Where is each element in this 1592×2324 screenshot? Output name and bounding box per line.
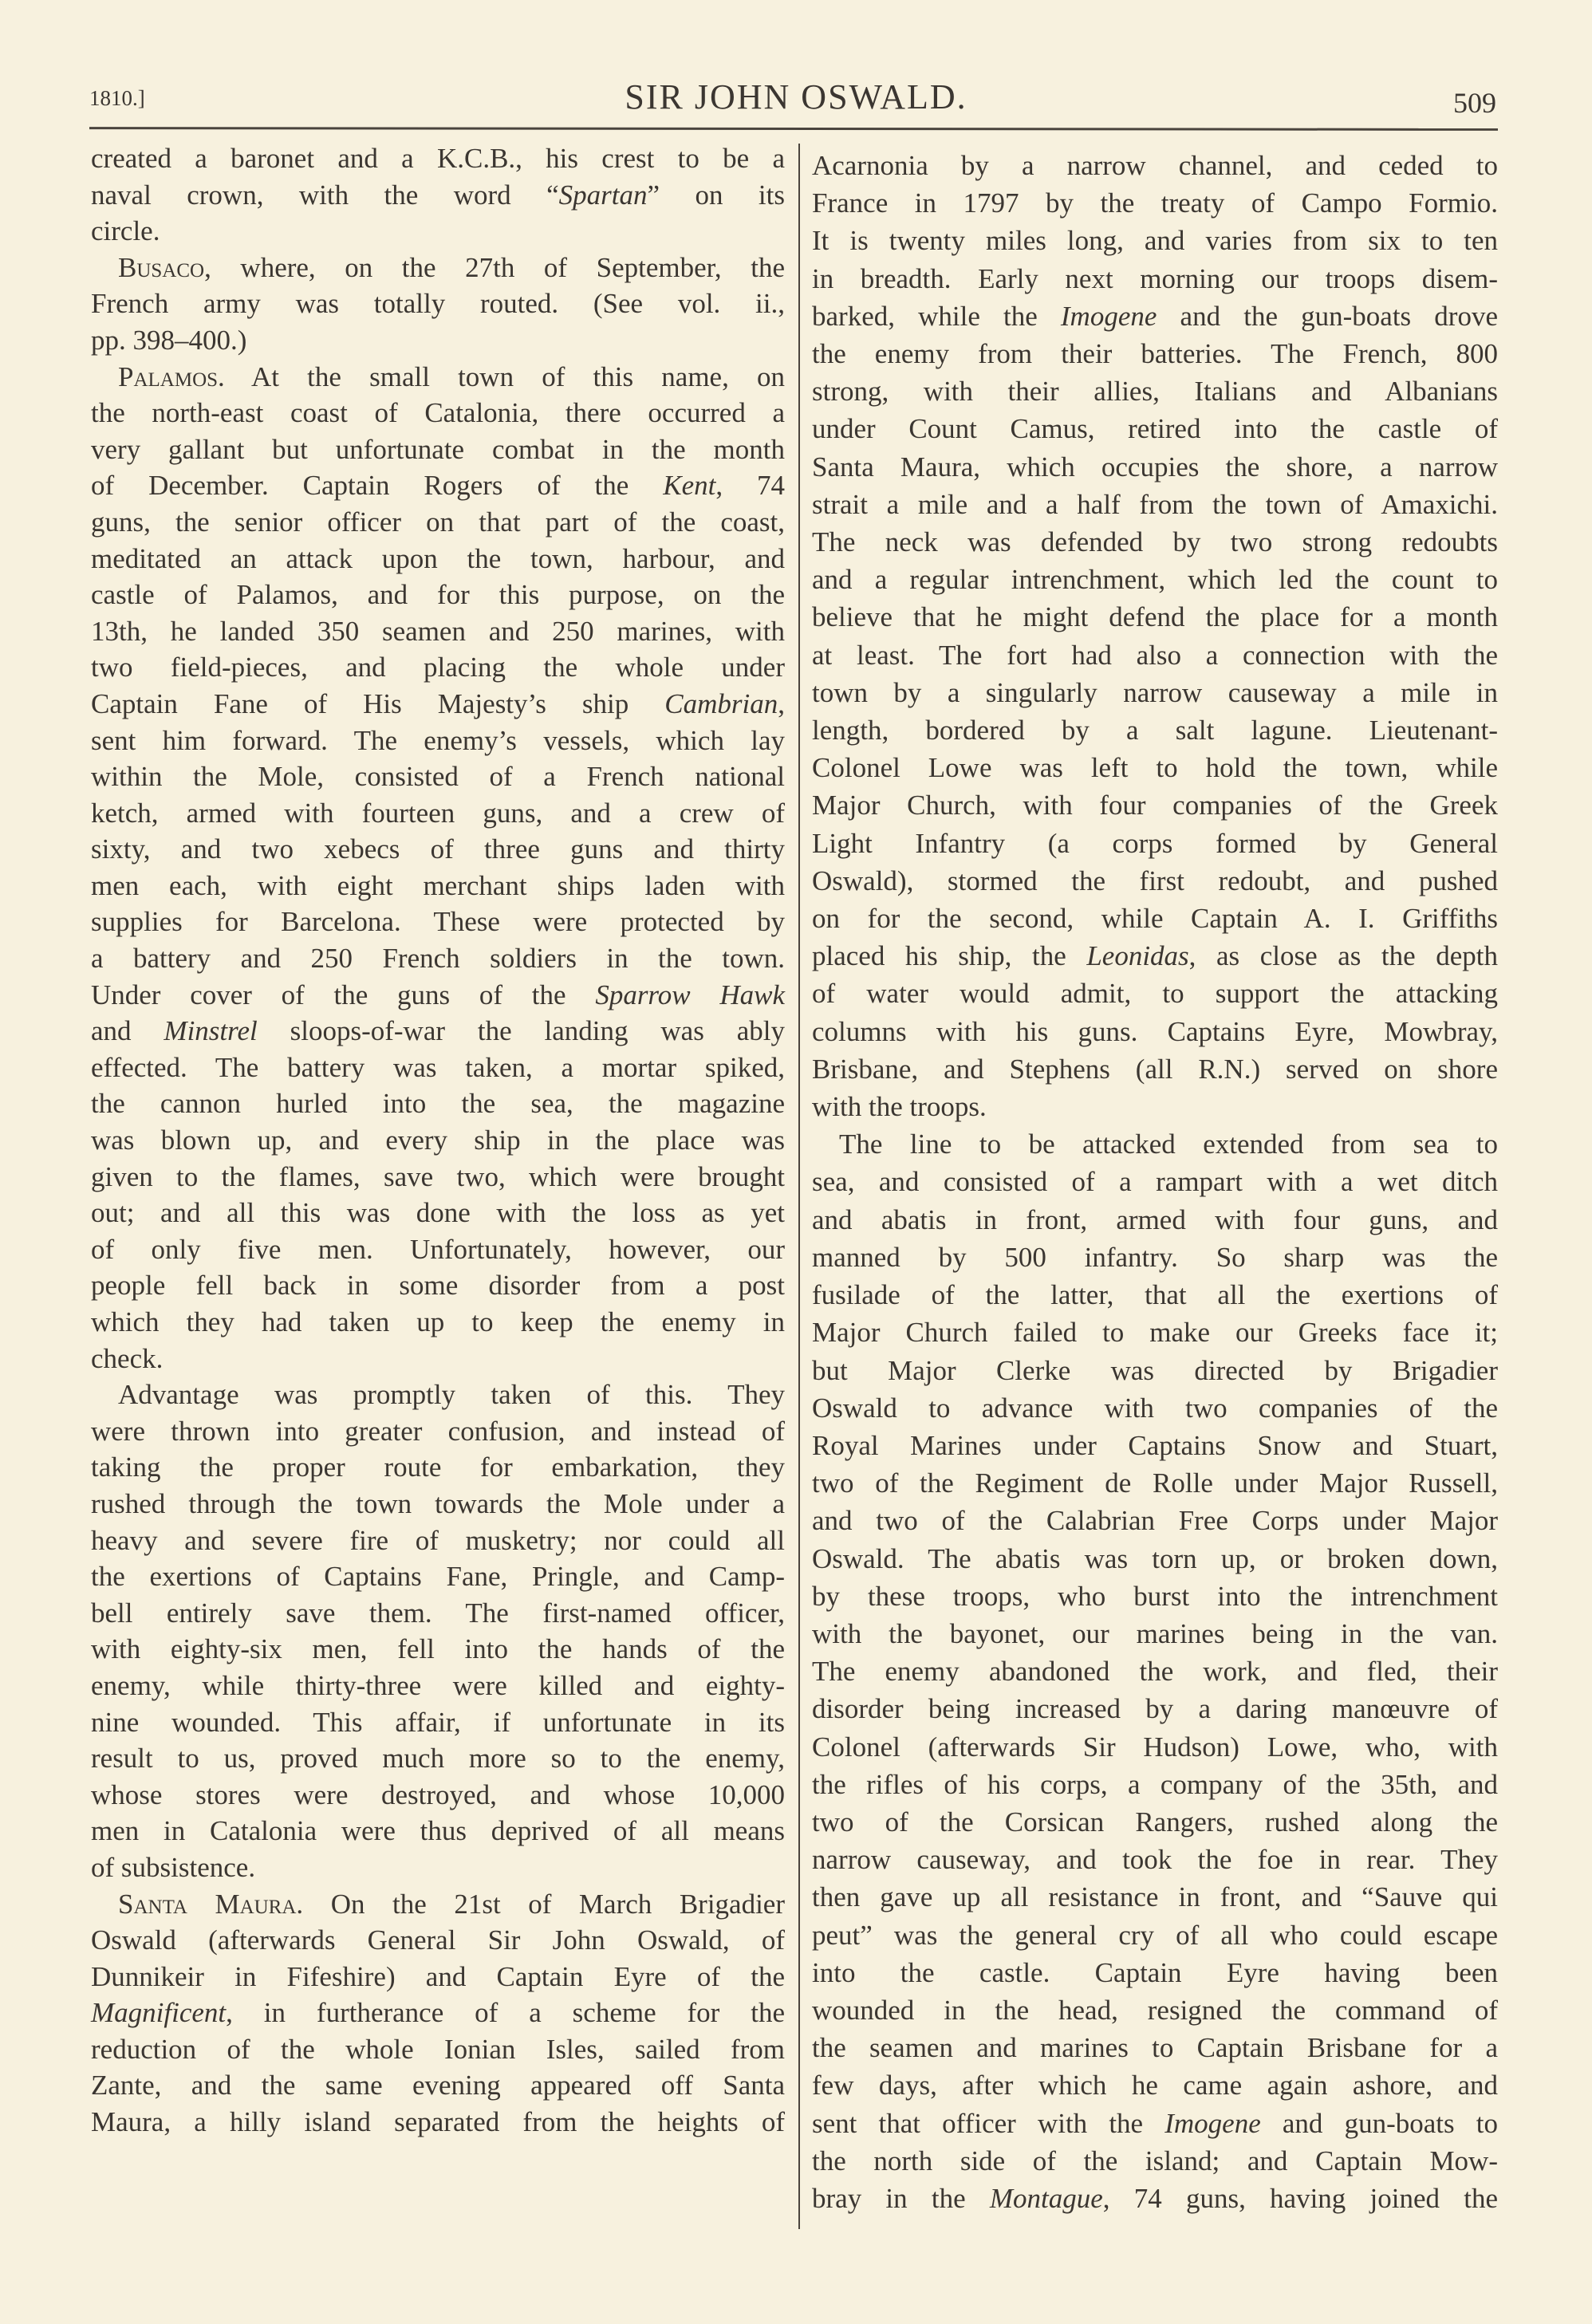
text-run: strong, with their allies, Italians and Albanians [812, 376, 1498, 408]
text-run: and abatis in front, armed with four guns, and [812, 1203, 1498, 1235]
text-line [812, 2142, 1498, 2180]
text-run: strait a mile and a half from the town of Amaxichi. [812, 488, 1498, 520]
text-line [91, 577, 785, 613]
text-line [91, 1995, 785, 2031]
text-run: two field-pieces, and placing the whole under [91, 652, 785, 683]
text-line [812, 486, 1498, 523]
text-line [91, 1486, 785, 1522]
text-run: the enemy from their batteries. The French, 800 [812, 338, 1498, 370]
text-line [812, 1916, 1498, 1954]
text-line [91, 649, 785, 686]
text-run: the rifles of his corps, a company of the 35th, and [812, 1768, 1498, 1800]
text-run: Major Church failed to make our Greeks face it; [812, 1317, 1498, 1349]
text-line [91, 541, 785, 577]
text-run: on for the second, while Captain A. I. Griffiths [812, 903, 1498, 935]
text-run: Light Infantry (a corps formed by General [812, 827, 1498, 859]
text-run: It is twenty miles long, and varies from six to ten [812, 225, 1498, 257]
text-line [91, 1922, 785, 1959]
text-run: the north side of the island; and Captain Mow- [812, 2145, 1498, 2176]
paragraph [91, 140, 785, 250]
text-line [91, 1449, 785, 1486]
text-line [812, 2105, 1498, 2142]
text-run: Royal Marines under Captains Snow and Stuart, [812, 1429, 1498, 1461]
text-line [812, 1389, 1498, 1427]
text-run: wounded in the head, resigned the command of [812, 1994, 1498, 2026]
text-line [812, 1540, 1498, 1578]
text-run: but Major Clerke was directed by Brigadier [812, 1354, 1498, 1386]
text-line [91, 1413, 785, 1450]
paragraph [91, 1886, 785, 2141]
text-line [812, 1464, 1498, 1502]
text-line [91, 1304, 785, 1341]
text-line [91, 467, 785, 504]
text-line [812, 1991, 1498, 2029]
text-run: supplies for Barcelona. These were protected by [91, 906, 785, 938]
text-run: with the bayonet, our marines being in the van. [812, 1617, 1498, 1649]
text-run: given to the flames, save two, which were brought [91, 1160, 785, 1192]
text-run: were thrown into greater confusion, and instead of [91, 1415, 785, 1447]
text-run: taking the proper route for embarkation, they [91, 1452, 785, 1483]
text-line [812, 523, 1498, 561]
text-run: and a regular intrenchment, which led the count to [812, 564, 1498, 596]
text-line [91, 1959, 785, 1995]
text-line [91, 758, 785, 795]
text-run: result to us, proved much more so to the enemy, [91, 1743, 785, 1775]
italic-ship-name: Spartan [558, 179, 648, 211]
text-run: few days, after which he came again ashore, and [812, 2070, 1498, 2101]
text-run: peut” was the general cry of all who could escape [812, 1919, 1498, 1951]
text-line [812, 636, 1498, 674]
text-line [91, 1886, 785, 1923]
right-column [812, 147, 1498, 2217]
text-line [812, 561, 1498, 598]
text-run: Brisbane, and Stephens (all R.N.) served on shore [812, 1053, 1498, 1085]
text-run: by these troops, who burst into the intrenchment [812, 1580, 1498, 1612]
text-line [91, 1377, 785, 1413]
text-run: , where, on the 27th of September, the [204, 251, 785, 283]
text-run: ketch, armed with fourteen guns, and a crew of [91, 797, 785, 829]
text-run: bray in the [812, 2182, 990, 2214]
text-line [812, 1728, 1498, 1766]
text-run: whose stores were destroyed, and whose 10,000 [91, 1778, 785, 1810]
text-line [812, 1427, 1498, 1464]
text-line [812, 1690, 1498, 1727]
text-run: Under cover of the guns of the [91, 979, 596, 1010]
text-line [91, 1849, 785, 1886]
text-line [91, 2104, 785, 2141]
text-run: Oswald to advance with two companies of the [812, 1392, 1498, 1424]
text-run: French army was totally routed. (See vol. ii., [91, 288, 785, 320]
text-run: ” on its [647, 179, 785, 211]
text-run: and the gun-boats drove [1157, 300, 1498, 332]
text-run: with the troops. [812, 1091, 987, 1123]
text-run: and gun-boats to [1260, 2107, 1498, 2139]
text-line [812, 975, 1498, 1012]
text-run: meditated an attack upon the town, harbour, and [91, 542, 785, 574]
header-year: 1810.] [89, 86, 145, 110]
text-line [91, 286, 785, 322]
text-run: the exertions of Captains Fane, Pringle, and Camp- [91, 1561, 785, 1593]
text-run: France in 1797 by the treaty of Campo Formio. [812, 187, 1498, 219]
text-line [812, 297, 1498, 335]
text-line [812, 147, 1498, 184]
text-line [91, 2067, 785, 2104]
text-line [812, 598, 1498, 636]
text-run: guns, the senior officer on that part of the coast, [91, 506, 785, 538]
text-run: of only five men. Unfortunately, however, our [91, 1233, 785, 1265]
text-line [91, 940, 785, 977]
paragraph [91, 359, 785, 1377]
text-line [812, 1013, 1498, 1050]
text-run: , 74 guns, having joined the [1102, 2182, 1498, 2214]
text-run: was blown up, and every ship in the place was [91, 1125, 785, 1156]
text-line [812, 937, 1498, 975]
text-run: Oswald. The abatis was torn up, or broken down, [812, 1542, 1498, 1574]
text-run: naval crown, with the word “ [91, 179, 559, 211]
page-number: 509 [1453, 87, 1496, 119]
text-line [91, 1740, 785, 1777]
text-run: effected. The battery was taken, a mortar spiked, [91, 1051, 785, 1083]
text-line [91, 213, 785, 250]
text-line [91, 1267, 785, 1304]
text-line [812, 410, 1498, 447]
italic-ship-name: Imogene [1060, 300, 1157, 332]
text-run: which they had taken up to keep the enemy in [91, 1306, 785, 1337]
text-line [91, 1013, 785, 1050]
text-line [91, 140, 785, 177]
text-run: , 74 [715, 470, 785, 502]
text-run: Zante, and the same evening appeared off Santa [91, 2070, 785, 2101]
text-line [91, 177, 785, 214]
text-line [91, 1195, 785, 1231]
text-line [91, 795, 785, 832]
text-line [91, 1122, 785, 1159]
text-run: sent him forward. The enemy’s vessels, which lay [91, 724, 785, 756]
italic-ship-name: Kent [663, 470, 716, 502]
text-run: Dunnikeir in Fifeshire) and Captain Eyre of the [91, 1960, 785, 1992]
text-run: two of the Regiment de Rolle under Major Russell, [812, 1467, 1498, 1499]
header-rule [89, 127, 1498, 131]
text-run: Advantage was promptly taken of this. They [118, 1379, 785, 1411]
text-line [812, 1163, 1498, 1200]
text-line [812, 1954, 1498, 1991]
text-line [91, 868, 785, 904]
text-line [812, 2066, 1498, 2104]
text-line [91, 904, 785, 940]
text-line [91, 1341, 785, 1377]
text-run: columns with his guns. Captains Eyre, Mowbray, [812, 1015, 1498, 1047]
text-run: , in furtherance of a scheme for the [226, 1997, 785, 2029]
text-run: a battery and 250 French soldiers in the town. [91, 943, 785, 975]
paragraph [812, 147, 1498, 1125]
text-line [91, 1777, 785, 1814]
left-column [91, 140, 785, 2141]
text-line [91, 322, 785, 359]
italic-ship-name: Imogene [1164, 2107, 1261, 2139]
text-run: , [778, 687, 785, 719]
text-line [812, 1841, 1498, 1878]
text-run: of water would admit, to support the attacking [812, 978, 1498, 1010]
text-run: believe that he might defend the place for a month [812, 601, 1498, 633]
text-line [812, 1803, 1498, 1841]
text-run: pp. 398–400.) [91, 324, 247, 356]
text-line [91, 1085, 785, 1122]
text-line [91, 977, 785, 1014]
text-run: under Count Camus, retired into the castle of [812, 413, 1498, 445]
text-line [812, 749, 1498, 786]
page-title: SIR JOHN OSWALD. [625, 77, 967, 116]
paragraph [812, 1125, 1498, 2217]
text-run: in breadth. Early next morning our troops disem- [812, 262, 1498, 294]
text-run: disorder being increased by a daring manœuvre of [812, 1693, 1498, 1725]
text-run: . On the 21st of March Brigadier [296, 1888, 785, 1920]
text-line [812, 674, 1498, 711]
section-heading: Busaco [118, 251, 205, 283]
column-divider [798, 144, 800, 2229]
text-run: length, bordered by a salt lagune. Lieutenant- [812, 715, 1498, 746]
text-line [812, 2029, 1498, 2066]
text-line [812, 711, 1498, 749]
text-line [812, 2180, 1498, 2217]
text-line [812, 1125, 1498, 1163]
italic-ship-name: Sparrow Hawk [595, 979, 785, 1010]
text-run: Colonel Lowe was left to hold the town, while [812, 752, 1498, 784]
text-run: The line to be attacked extended from sea to [839, 1129, 1498, 1160]
text-line [91, 1558, 785, 1595]
text-line [91, 359, 785, 396]
text-line [812, 1314, 1498, 1351]
text-line [91, 1159, 785, 1195]
text-run: and [91, 1015, 164, 1047]
text-run: the seamen and marines to Captain Brisbane for a [812, 2032, 1498, 2064]
text-line [91, 2031, 785, 2068]
section-heading: Palamos [118, 360, 219, 392]
text-run: then gave up all resistance in front, and “Sauve qui [812, 1881, 1498, 1913]
italic-ship-name: Magnificent [91, 1997, 227, 2029]
text-run: men in Catalonia were thus deprived of all means [91, 1815, 785, 1847]
text-line [812, 372, 1498, 410]
text-line [812, 1878, 1498, 1916]
text-line [812, 862, 1498, 900]
text-run: 13th, he landed 350 seamen and 250 marines, with [91, 615, 785, 647]
text-run: within the Mole, consisted of a French national [91, 761, 785, 793]
text-line [91, 1813, 785, 1849]
text-line [812, 1201, 1498, 1239]
text-run: placed his ship, the [812, 940, 1087, 972]
text-run: out; and all this was done with the loss as yet [91, 1197, 785, 1229]
text-run: heavy and severe fire of musketry; nor could all [91, 1524, 785, 1556]
text-line [812, 184, 1498, 222]
text-run: created a baronet and a K.C.B., his crest to be a [91, 143, 785, 174]
text-run: barked, while the [812, 300, 1061, 332]
text-run: The enemy abandoned the work, and fled, their [812, 1656, 1498, 1688]
text-line [91, 431, 785, 468]
text-run: check. [91, 1342, 164, 1374]
text-run: rushed through the town towards the Mole under a [91, 1487, 785, 1519]
text-run: sent that officer with the [812, 2107, 1165, 2139]
text-run: bell entirely save them. The first-named officer, [91, 1597, 785, 1629]
text-line [812, 1652, 1498, 1690]
text-line [91, 613, 785, 650]
text-run: of December. Captain Rogers of the [91, 470, 664, 502]
text-line [812, 1088, 1498, 1125]
text-run: manned by 500 infantry. So sharp was the [812, 1241, 1498, 1273]
text-run: Oswald (afterwards General Sir John Oswald, of [91, 1924, 785, 1956]
text-run: , as close as the depth [1188, 940, 1499, 972]
section-heading: Santa Maura [118, 1888, 297, 1920]
text-line [812, 222, 1498, 259]
text-run: the cannon hurled into the sea, the magazine [91, 1088, 785, 1120]
text-run: sixty, and two xebecs of three guns and thirty [91, 833, 785, 865]
text-line [812, 335, 1498, 372]
text-run: enemy, while thirty-three were killed and eighty- [91, 1669, 785, 1701]
text-line [91, 831, 785, 868]
text-run: town by a singularly narrow causeway a mile in [812, 676, 1498, 708]
text-run: Santa Maura, which occupies the shore, a narrow [812, 451, 1498, 483]
text-run: Major Church, with four companies of the Greek [812, 790, 1498, 821]
text-line [812, 1239, 1498, 1276]
text-line [812, 260, 1498, 297]
text-line [91, 1522, 785, 1559]
text-line [812, 786, 1498, 824]
text-line [812, 1502, 1498, 1539]
text-line [812, 825, 1498, 862]
text-line [812, 1050, 1498, 1088]
text-line [91, 723, 785, 759]
text-run: very gallant but unfortunate combat in the month [91, 433, 785, 465]
text-line [812, 1766, 1498, 1803]
text-run: of subsistence. [91, 1851, 256, 1883]
text-run: men each, with eight merchant ships laden with [91, 869, 785, 901]
italic-ship-name: Cambrian [664, 687, 778, 719]
text-line [91, 1231, 785, 1268]
text-run: Acarnonia by a narrow channel, and ceded to [812, 150, 1498, 181]
text-run: narrow causeway, and took the foe in rear. They [812, 1844, 1498, 1876]
italic-ship-name: Minstrel [164, 1015, 258, 1047]
text-run: fusilade of the latter, that all the exertions of [812, 1279, 1498, 1311]
text-line [91, 1631, 785, 1668]
text-run: reduction of the whole Ionian Isles, sailed from [91, 2033, 785, 2065]
text-run: . At the small town of this name, on [218, 360, 785, 392]
text-run: at least. The fort had also a connection with the [812, 639, 1498, 671]
text-line [91, 686, 785, 723]
text-run: The neck was defended by two strong redoubts [812, 526, 1498, 558]
text-line [812, 1352, 1498, 1389]
text-line [91, 1050, 785, 1086]
text-run: the north-east coast of Catalonia, there occurred a [91, 397, 785, 429]
text-run: castle of Palamos, and for this purpose, on the [91, 579, 785, 611]
text-run: circle. [91, 215, 160, 247]
text-run: two of the Corsican Rangers, rushed along the [812, 1806, 1498, 1838]
text-line [91, 250, 785, 286]
text-run: into the castle. Captain Eyre having been [812, 1956, 1498, 1988]
text-line [91, 1595, 785, 1632]
text-line [812, 448, 1498, 486]
text-line [812, 1276, 1498, 1314]
text-line [812, 1578, 1498, 1615]
text-run: people fell back in some disorder from a post [91, 1270, 785, 1302]
text-run: Captain Fane of His Majesty’s ship [91, 687, 665, 719]
paragraph [91, 250, 785, 359]
text-run: sea, and consisted of a rampart with a wet ditch [812, 1166, 1498, 1198]
paragraph [91, 1377, 785, 1885]
text-run: Colonel (afterwards Sir Hudson) Lowe, who, with [812, 1731, 1498, 1763]
text-line [812, 1615, 1498, 1652]
italic-ship-name: Montague [989, 2182, 1103, 2214]
text-run: and two of the Calabrian Free Corps under Major [812, 1505, 1498, 1537]
text-run: Maura, a hilly island separated from the heights of [91, 2106, 785, 2138]
text-line [91, 1668, 785, 1704]
text-line [91, 504, 785, 541]
text-run: with eighty-six men, fell into the hands of the [91, 1633, 785, 1665]
text-line [91, 1704, 785, 1741]
text-run: nine wounded. This affair, if unfortunate in its [91, 1706, 785, 1738]
text-run: Oswald), stormed the first redoubt, and pushed [812, 865, 1498, 896]
text-run: sloops-of-war the landing was ably [257, 1015, 785, 1047]
text-line [91, 395, 785, 431]
text-line [812, 900, 1498, 937]
italic-ship-name: Leonidas [1086, 940, 1189, 972]
